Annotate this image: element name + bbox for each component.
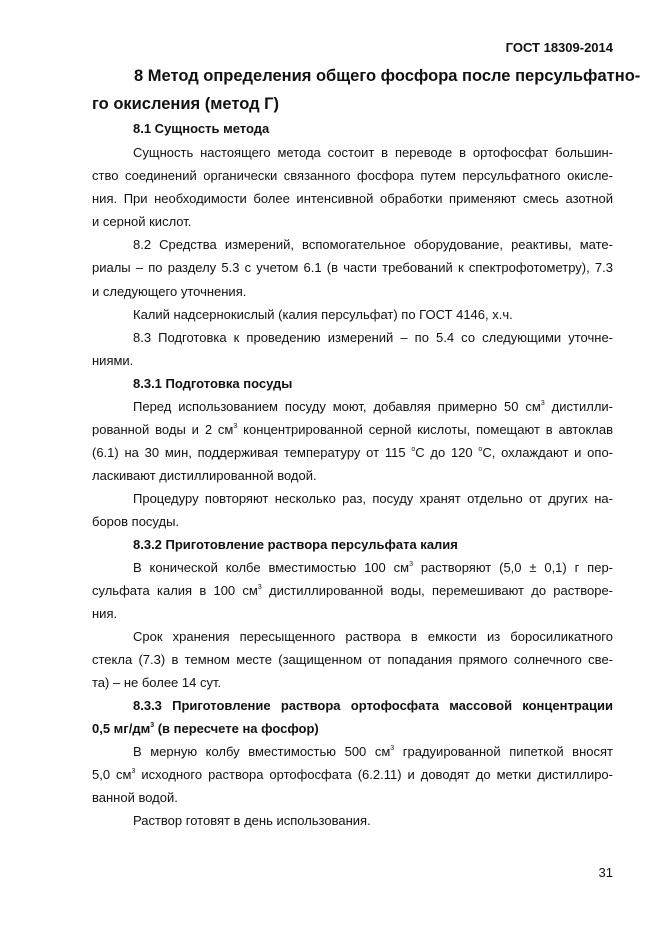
section-title: 8 Метод определения общего фосфора после персульфатно- [134, 67, 641, 85]
paragraph-line: Сущность настоящего метода состоит в переводе в ортофосфат большин- [133, 145, 613, 160]
section-title-continued: го окисления (метод Г) [92, 95, 280, 113]
paragraph-line: стекла (7.3) в темном месте (защищенном от попадания прямого солнечного све- [92, 652, 613, 667]
subsection-heading: 8.3.1 Подготовка посуды [133, 376, 293, 391]
paragraph-line: ния. [92, 606, 118, 621]
paragraph-line: и следующего уточнения. [92, 284, 247, 299]
paragraph-line: В конической колбе вместимостью 100 $см^3$ растворяют (5,0 ± 0,1) г пер- [133, 560, 614, 575]
paragraph-line: ния. При необходимости более интенсивной обработки применяют смесь азотной [92, 191, 613, 206]
subsection-heading: 8.3.3 Приготовление раствора ортофосфата массовой концентрации [133, 698, 613, 713]
paragraph-line: В мерную колбу вместимостью 500 $см^3$ градуированной пипеткой вносят [133, 744, 613, 759]
paragraph-line: рованной воды и 2 $см^3$ концентрированной серной кислоты, помещают в автоклав [92, 422, 613, 437]
paragraph-line: ванной водой. [92, 790, 178, 805]
paragraph-line: Процедуру повторяют несколько раз, посуду хранят отдельно от других на- [133, 491, 613, 506]
subsection-heading: 8.3.2 Приготовление раствора персульфата калия [133, 537, 458, 552]
document-code: ГОСТ 18309-2014 [505, 40, 613, 55]
paragraph-line: 8.3 Подготовка к проведению измерений – по 5.4 со следующими уточне- [133, 330, 613, 345]
paragraph-line: ниями. [92, 353, 134, 368]
paragraph-line: сульфата калия в 100 $см^3$ дистиллированной воды, перемешивают до растворе- [92, 583, 613, 598]
subsection-heading-continued: 0,5 $мг/дм^3$ (в пересчете на фосфор) [92, 721, 319, 736]
paragraph-line: ство соединений органически связанного фосфора путем персульфатного окисле- [92, 168, 613, 183]
paragraph-line: риалы – по разделу 5.3 с учетом 6.1 (в части требований к спектрофотометру), 7.3 [92, 260, 613, 275]
paragraph-line: 5,0 $см^3$ исходного раствора ортофосфата (6.2.11) и доводят до метки дистиллиро- [92, 767, 613, 782]
page-number: 31 [598, 865, 613, 880]
paragraph-line: Калий надсернокислый (калия персульфат) по ГОСТ 4146, х.ч. [133, 307, 513, 322]
subsection-heading: 8.1 Сущность метода [133, 121, 270, 136]
paragraph-line: (6.1) на 30 мин, поддерживая температуру от 115 $^о$С до 120 $^о$С, охлаждают и опо- [92, 445, 613, 460]
paragraph-line: боров посуды. [92, 514, 180, 529]
paragraph-line: Перед использованием посуду моют, добавляя примерно 50 $см^3$ дистилли- [133, 399, 614, 414]
paragraph-line: та) – не более 14 сут. [92, 675, 222, 690]
paragraph-line: Срок хранения пересыщенного раствора в емкости из боросиликатного [133, 629, 613, 644]
paragraph-line: Раствор готовят в день использования. [133, 813, 371, 828]
paragraph-line: ласкивают дистиллированной водой. [92, 468, 317, 483]
paragraph-line: 8.2 Средства измерений, вспомогательное оборудование, реактивы, мате- [133, 237, 613, 252]
paragraph-line: и серной кислот. [92, 214, 192, 229]
